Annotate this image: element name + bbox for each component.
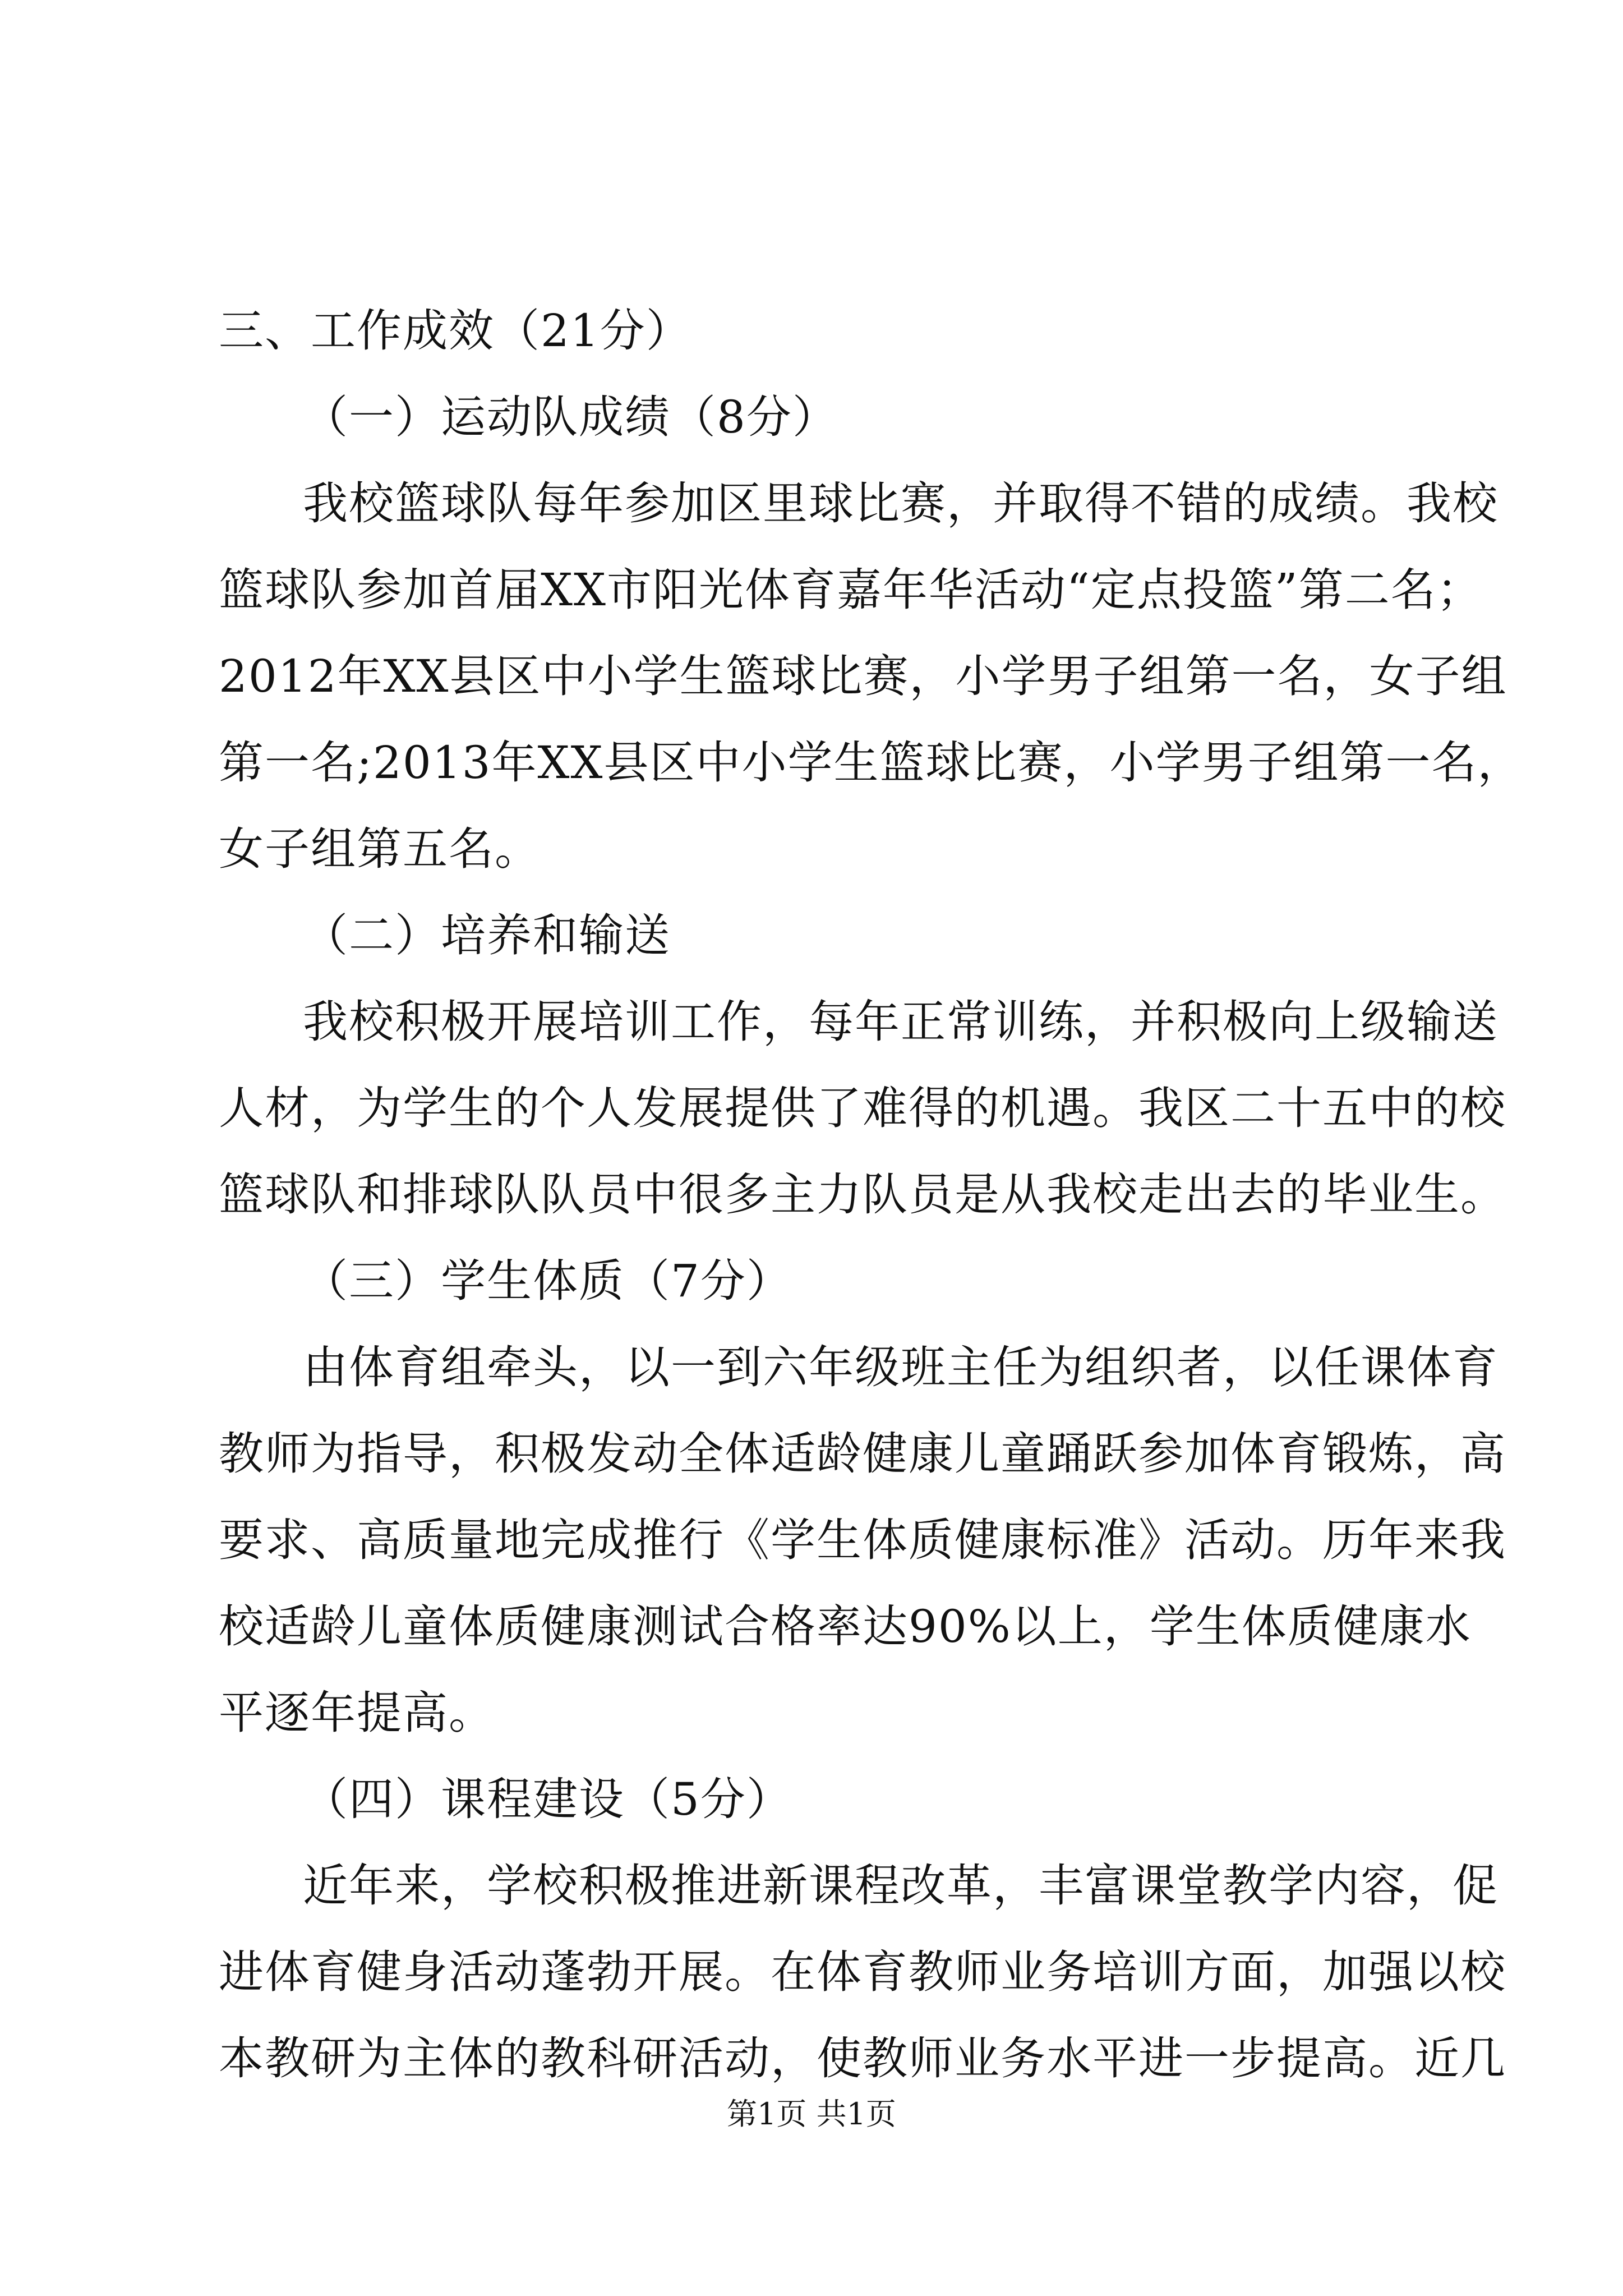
paragraph-2-line-1: 我校积极开展培训工作，每年正常训练，并积极向上级输送 — [303, 996, 1498, 1048]
section-heading: 三、工作成效（21分） — [219, 305, 692, 357]
subsection-heading-4: （四）课程建设（5分） — [303, 1773, 792, 1825]
subsection-heading-1: （一）运动队成绩（8分） — [303, 391, 838, 443]
paragraph-3-line-3: 要求、高质量地完成推行《学生体质健康标准》活动。历年来我 — [219, 1514, 1506, 1566]
paragraph-3-line-4: 校适龄儿童体质健康测试合格率达90%以上，学生体质健康水 — [219, 1600, 1472, 1653]
paragraph-1-line-4: 第一名;2013年XX县区中小学生篮球比赛，小学男子组第一名， — [219, 737, 1524, 789]
subsection-heading-2: （二）培养和输送 — [303, 909, 671, 961]
paragraph-4-line-1: 近年来，学校积极推进新课程改革，丰富课堂教学内容，促 — [303, 1860, 1498, 1912]
paragraph-1-line-3: 2012年XX县区中小学生篮球比赛，小学男子组第一名，女子组 — [219, 650, 1507, 702]
paragraph-4-line-2: 进体育健身活动蓬勃开展。在体育教师业务培训方面，加强以校 — [219, 1946, 1506, 1998]
paragraph-3-line-5: 平逐年提高。 — [219, 1687, 495, 1739]
paragraph-2-line-2: 人材，为学生的个人发展提供了难得的机遇。我区二十五中的校 — [219, 1082, 1506, 1134]
paragraph-3-line-1: 由体育组牵头，以一到六年级班主任为组织者，以任课体育 — [303, 1341, 1498, 1393]
paragraph-1-line-5: 女子组第五名。 — [219, 823, 541, 875]
paragraph-1-line-1: 我校篮球队每年参加区里球比赛，并取得不错的成绩。我校 — [303, 477, 1498, 530]
paragraph-3-line-2: 教师为指导，积极发动全体适龄健康儿童踊跃参加体育锻炼，高 — [219, 1428, 1506, 1480]
paragraph-4-line-3: 本教研为主体的教科研活动，使教师业务水平进一步提高。近几 — [219, 2032, 1506, 2085]
paragraph-1-line-2: 篮球队参加首届XX市阳光体育嘉年华活动“定点投篮”第二名； — [219, 564, 1483, 616]
subsection-heading-3: （三）学生体质（7分） — [303, 1255, 792, 1307]
paragraph-2-line-3: 篮球队和排球队队员中很多主力队员是从我校走出去的毕业生。 — [219, 1168, 1506, 1221]
page-footer: 第1页 共1页 — [727, 2096, 896, 2132]
